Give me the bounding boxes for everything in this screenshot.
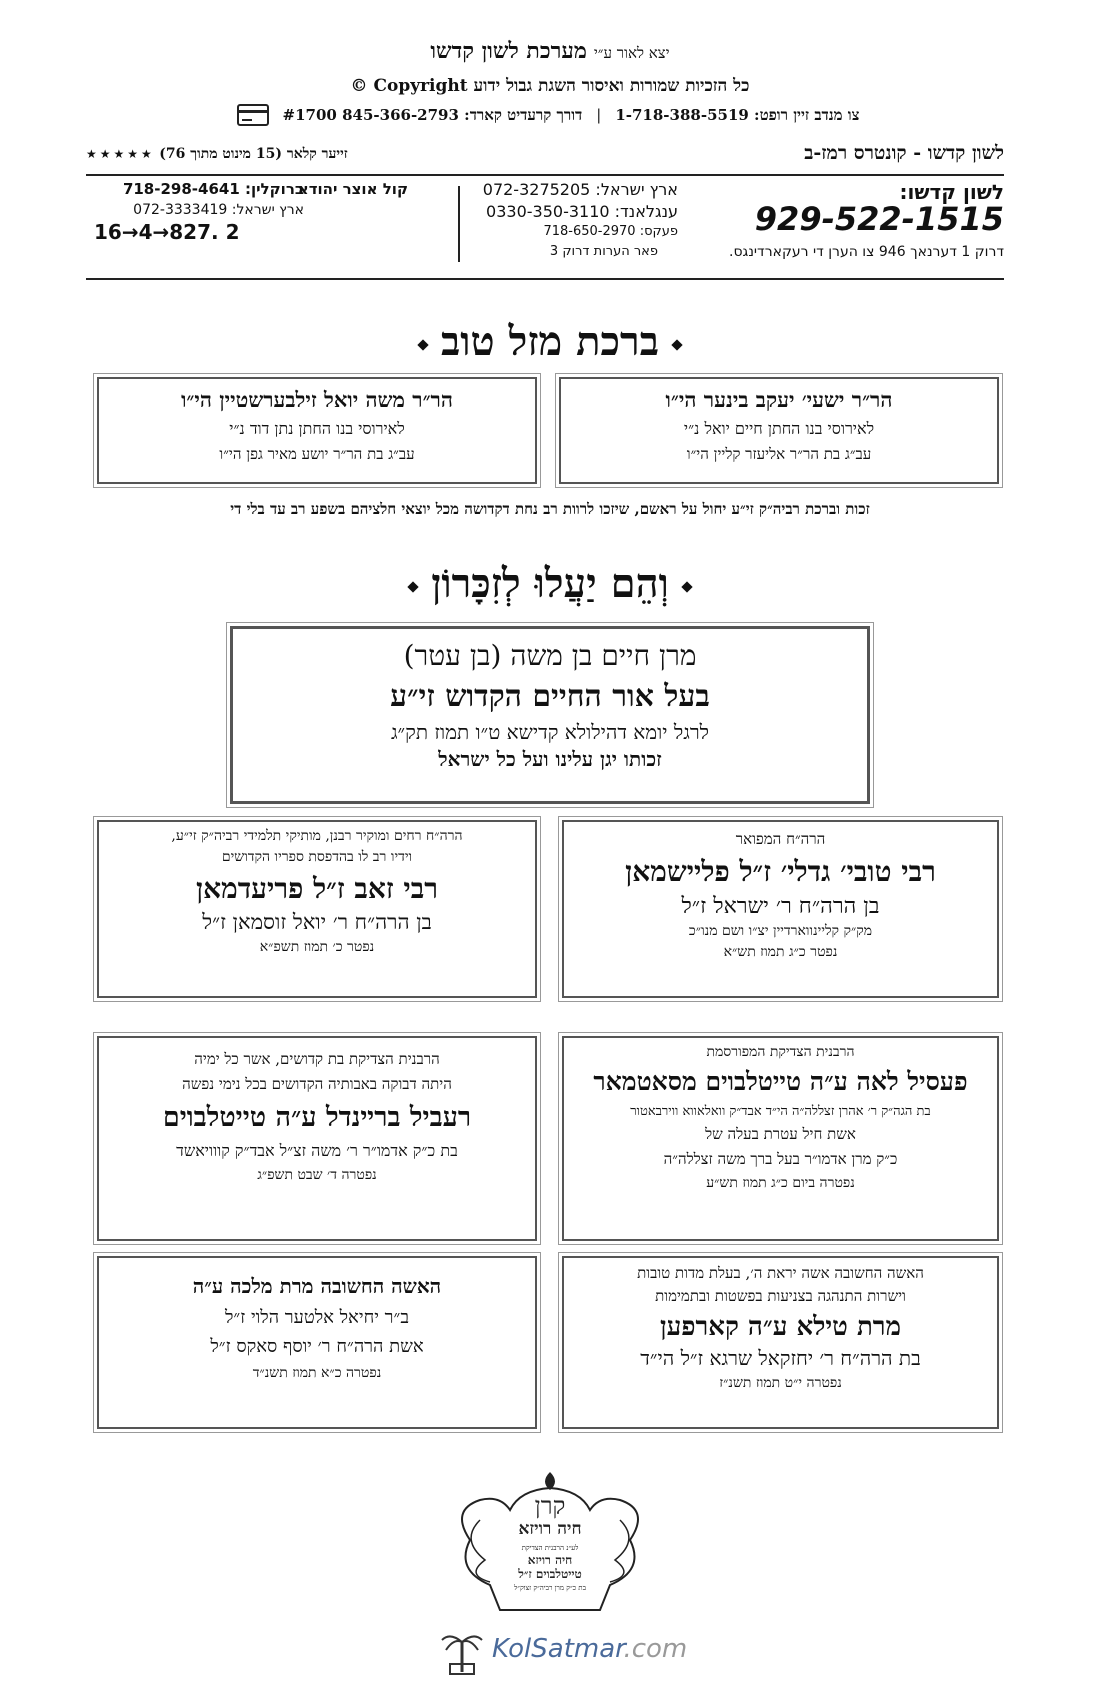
box-line: בן הרה״ח ר׳ ישראל ז״ל — [681, 894, 880, 919]
main-phone[interactable]: 929-522-1515 — [754, 200, 1004, 238]
box-line: נפטר כ׳ תמוז תשפ״א — [259, 939, 375, 955]
fax-number[interactable]: פעקס: 718-650-2970 — [543, 224, 678, 239]
credit-card-donate[interactable]: דורך קרעדיט קארד: 845-366-2793 #1700 — [282, 105, 583, 124]
box-line: האשה החשובה מרת מלכה ע״ה — [192, 1274, 442, 1298]
box-line: עב״ג בת הר״ר אליעזר קליין הי״ו — [686, 445, 872, 463]
logo-line: בת כ״ק מרן רביה״ק זצוק״ל — [514, 1584, 586, 1592]
box-line: נפטרה ד׳ שבט תשפ״ג — [257, 1167, 377, 1183]
box-line: בעל אור החיים הקדוש זי״ע — [390, 679, 710, 714]
section-title-text: ברכת מזל טוב — [441, 318, 659, 365]
memorial-box-sachs — [97, 1256, 537, 1429]
notes-line: פאר הערות דרוק 3 — [549, 244, 658, 259]
publisher-name: מערכת לשון קדשו — [430, 38, 587, 64]
subheader — [86, 140, 1004, 176]
donation-line — [208, 104, 888, 126]
diamond-icon — [408, 581, 419, 592]
box-line: זכותו יגן עלינו ועל כל ישראל — [438, 747, 662, 771]
duration-text: זייער קלאר (15 מינוט מתוך 76) — [159, 146, 348, 162]
box-line: אשת חיל עטרת בעלה של — [705, 1125, 856, 1143]
mazel-tov-box-right — [559, 377, 999, 484]
box-line: עב״ג בת הר״ר יושע מאיר גפן הי״ו — [219, 445, 415, 463]
section-title-text: וְהֵם יַעֲלוּ לְזִכָּרוֹן — [431, 560, 669, 607]
box-line: מרת טילא ע״ה קארפען — [660, 1312, 901, 1342]
section-title-memorial — [0, 560, 1100, 607]
separator: | — [596, 106, 602, 124]
memorial-box-teitelbaum-pessel — [562, 1036, 999, 1241]
box-line: כ״ק מרן אדמו״ר בעל ברך משה זצללה״ה — [663, 1150, 898, 1168]
box-line: בן הרה״ח ר׳ יואל זוסמאן ז״ל — [202, 910, 432, 934]
box-line: הרה״ח רחים ומוקיר רבנן, מותיקי תלמידי רביה״ק זי״ע, — [171, 828, 463, 844]
box-line: הרבנית הצדיקת בת קדושים, אשר כל ימיה — [194, 1050, 440, 1068]
israel-phone[interactable]: ארץ ישראל: 072-3275205 — [482, 180, 678, 199]
series-title: לשון קדשו - קונטרס רמז-ב — [804, 142, 1004, 164]
memorial-box-fleischman — [562, 820, 999, 998]
box-line: רבי טובי׳ גדלי׳ ז״ל פליישמאן — [625, 855, 936, 888]
logo-line: טייטלבוים ז״ל — [518, 1567, 582, 1581]
box-line: לאירוסי בנו החתן נתן דוד נ״י — [229, 419, 405, 438]
logo-line: חיה רויזא — [527, 1553, 573, 1567]
site-tld: .com — [623, 1634, 688, 1664]
phone-info-bar — [86, 182, 1004, 280]
box-line: האשה החשובה אשה יראת ה׳, בעלת מדות טובות — [637, 1264, 924, 1282]
rating-stars: ★★★★★ — [86, 147, 155, 161]
palm-tree-icon — [440, 1628, 484, 1676]
logo-line: קרן — [534, 1492, 566, 1520]
logo-line: לע״נ הרבנית הצדיקת — [521, 1544, 579, 1552]
israel-phone-2[interactable]: ארץ ישראל: 072-3333419 — [133, 202, 304, 218]
box-line: מק״ק קליינווארדיין יצ״ו ושם מנו״כ — [688, 923, 873, 939]
site-branding[interactable] — [440, 1628, 700, 1678]
copyright-line: כל הזכיות שמורות ואיסור השגת גבול ידוע Copyright © — [350, 76, 750, 96]
section-title-mazel-tov — [0, 318, 1100, 365]
box-line: בת הרה״ח ר׳ יחזקאל שרגא ז״ל הי״ד — [640, 1346, 921, 1370]
mazel-tov-box-left — [97, 377, 537, 484]
divider — [458, 186, 460, 262]
box-line: בת הגה״ק ר׳ אהרן זצללה״ה הי״ד אבד״ק וואלאווא ווירבאטור — [630, 1104, 931, 1119]
flame-frame-icon — [440, 1470, 660, 1620]
memorial-box-friedman — [97, 820, 537, 998]
box-line: ב״ר יחיאל אלטער הלוי ז״ל — [224, 1307, 410, 1328]
publisher-line — [0, 38, 1100, 64]
kol-title: קול אוצר יהודא — [297, 180, 408, 198]
box-line: בת כ״ק אדמו״ר ר׳ משה זצ״ל אבד״ק קווויאשד — [176, 1141, 458, 1160]
duration-rating — [86, 146, 348, 163]
box-line: נפטרה י״ט תמוז תשנ״ז — [719, 1375, 842, 1391]
box-line: לרגל יומא דהילולא קדישא ט״ו תמוז תק״ג — [390, 720, 710, 744]
box-line: לאירוסי בנו החתן חיים יואל נ״י — [683, 419, 875, 438]
memorial-box-center — [230, 626, 870, 804]
main-label: לשון קדשו: — [899, 180, 1004, 204]
memorial-box-teitelbaum-reizel — [97, 1036, 537, 1241]
keren-logo — [440, 1470, 660, 1620]
box-line: רעביל ברײנדל ע״ה טייטלבוים — [162, 1102, 472, 1133]
box-line: נפטרה ביום כ״ג תמוז תש״ע — [706, 1175, 855, 1191]
box-line: וידיו רב לו בהדפסת ספריו הקדושים — [221, 849, 413, 865]
box-line: הרבנית הצדיקת המפורסמת — [706, 1044, 855, 1060]
diamond-icon — [671, 339, 682, 350]
diamond-icon — [417, 339, 428, 350]
box-line: נפטרה כ״א תמוז תשנ״ד — [252, 1365, 382, 1381]
site-name: KolSatmar — [492, 1634, 624, 1664]
box-line: היתה דבוקה באבותיה הקדושים בכל נימי נפשה — [182, 1075, 452, 1093]
box-line: פעסיל לאה ע״ה טייטלבוים מסאטמאר — [593, 1067, 968, 1096]
box-line: נפטר כ״ג תמוז תש״א — [723, 944, 838, 960]
publisher-prefix: יצא לאור ע״י — [593, 44, 670, 62]
box-line: הר״ר ישעי׳ יעקב בינער הי״ו — [665, 387, 893, 412]
credit-card-icon — [237, 104, 269, 126]
box-line: וישרות התנהגה בצניעות בפשטות ובתמימות — [655, 1287, 906, 1305]
box-line: הרה״ח המפואר — [735, 830, 826, 848]
blessing-text: זכות וברכת רביה״ק זי״ע יחול על ראשם, שיזכו לרוות רב נחת דקדושה מכל יוצאי חלציהם בשפע רב עד בלי די — [230, 500, 870, 518]
brooklyn-phone[interactable]: ברוקלין: 718-298-4641 — [122, 180, 304, 198]
england-phone[interactable]: ענגלאנד: 0330-350-3110 — [486, 202, 678, 221]
diamond-icon — [681, 581, 692, 592]
dial-code: 16→4→827. 2 — [94, 220, 240, 244]
box-line: אשת הרה״ח ר׳ יוסף סאקס ז״ל — [210, 1336, 424, 1357]
memorial-box-karpen — [562, 1256, 999, 1429]
box-line: הר״ר משה יואל זילבערשטיין הי״ו — [181, 387, 453, 412]
print-line: דרוק 1 דערנאך 946 צו הערן די רעקארדינגס. — [729, 244, 1004, 260]
box-line: רבי זאב ז״ל פריעדמאן — [195, 872, 438, 905]
box-line: מרן חיים בן משה (בן עטר) — [403, 639, 697, 672]
donate-phone[interactable]: צו מנדב זיין רופט: 1-718-388-5519 — [615, 105, 860, 124]
logo-line: חיה רויזא — [518, 1519, 582, 1539]
